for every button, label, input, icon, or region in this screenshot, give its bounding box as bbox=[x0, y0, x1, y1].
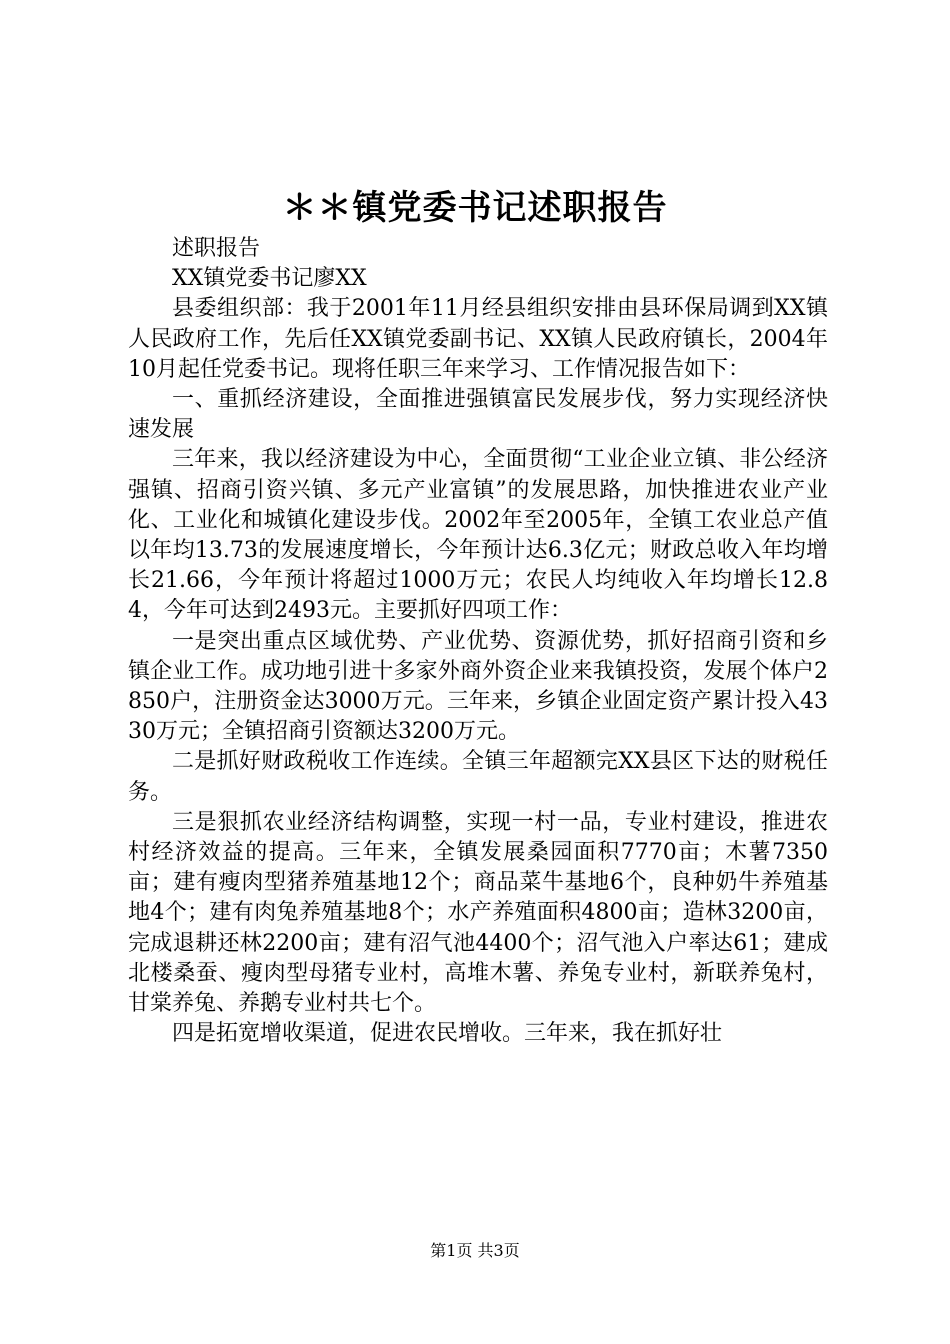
document-body bbox=[128, 234, 828, 1049]
paragraph-item-2: 二是抓好财政税收工作连续。全镇三年超额完XX县区下达的财税任务。 bbox=[128, 749, 828, 805]
document-title: ＊＊镇党委书记述职报告 bbox=[282, 188, 668, 228]
paragraph-intro: 县委组织部：我于2001年11月经县组织安排由县环保局调到XX镇人民政府工作，先后任XX镇党委副书记、XX镇人民政府镇长，2004年10月起任党委书记。现将任职三年来学习、工作情况报告如下： bbox=[128, 296, 828, 382]
page-footer: 第1页 共3页 bbox=[430, 1241, 520, 1260]
paragraph-economy-overview: 三年来，我以经济建设为中心，全面贯彻“工业企业立镇、非公经济强镇、招商引资兴镇、多元产业富镇”的发展思路，加快推进农业产业化、工业化和城镇化建设步伐。2002年至2005年，全镇工农业总产值以年均13.73的发展速度增长，今年预计达6.3亿元；财政总收入年均增长21.66，今年预计将超过1000万元；农民人均纯收入年均增长12.84，今年可达到2493元。主要抓好四项工作： bbox=[128, 447, 828, 624]
paragraph-report-label: 述职报告 bbox=[172, 236, 261, 261]
paragraph-section-heading-1: 一、重抓经济建设，全面推进强镇富民发展步伐，努力实现经济快速发展 bbox=[128, 387, 828, 443]
paragraph-item-4: 四是拓宽增收渠道，促进农民增收。三年来，我在抓好壮 bbox=[172, 1021, 723, 1047]
paragraph-item-1: 一是突出重点区域优势、产业优势、资源优势，抓好招商引资和乡镇企业工作。成功地引进十多家外商外资企业来我镇投资，发展个体户2850户，注册资金达3000万元。三年来，乡镇企业固定资产累计投入4330万元；全镇招商引资额达3200万元。 bbox=[128, 628, 828, 745]
paragraph-item-3: 三是狠抓农业经济结构调整，实现一村一品，专业村建设，推进农村经济效益的提高。三年来，全镇发展桑园面积7770亩；木薯7350亩；建有瘦肉型猪养殖基地12个；商品菜牛基地6个，良种奶牛养殖基地4个；建有肉兔养殖基地8个；水产养殖面积4800亩；造林3200亩，完成退耕还林2200亩；建有沼气池4400个；沼气池入户率达61；建成北楼桑蚕、瘦肉型母猪专业村，高堆木薯、养兔专业村，新联养兔村，甘棠养兔、养鹅专业村共七个。 bbox=[128, 809, 828, 1017]
paragraph-author-line: XX镇党委书记廖XX bbox=[172, 266, 367, 292]
